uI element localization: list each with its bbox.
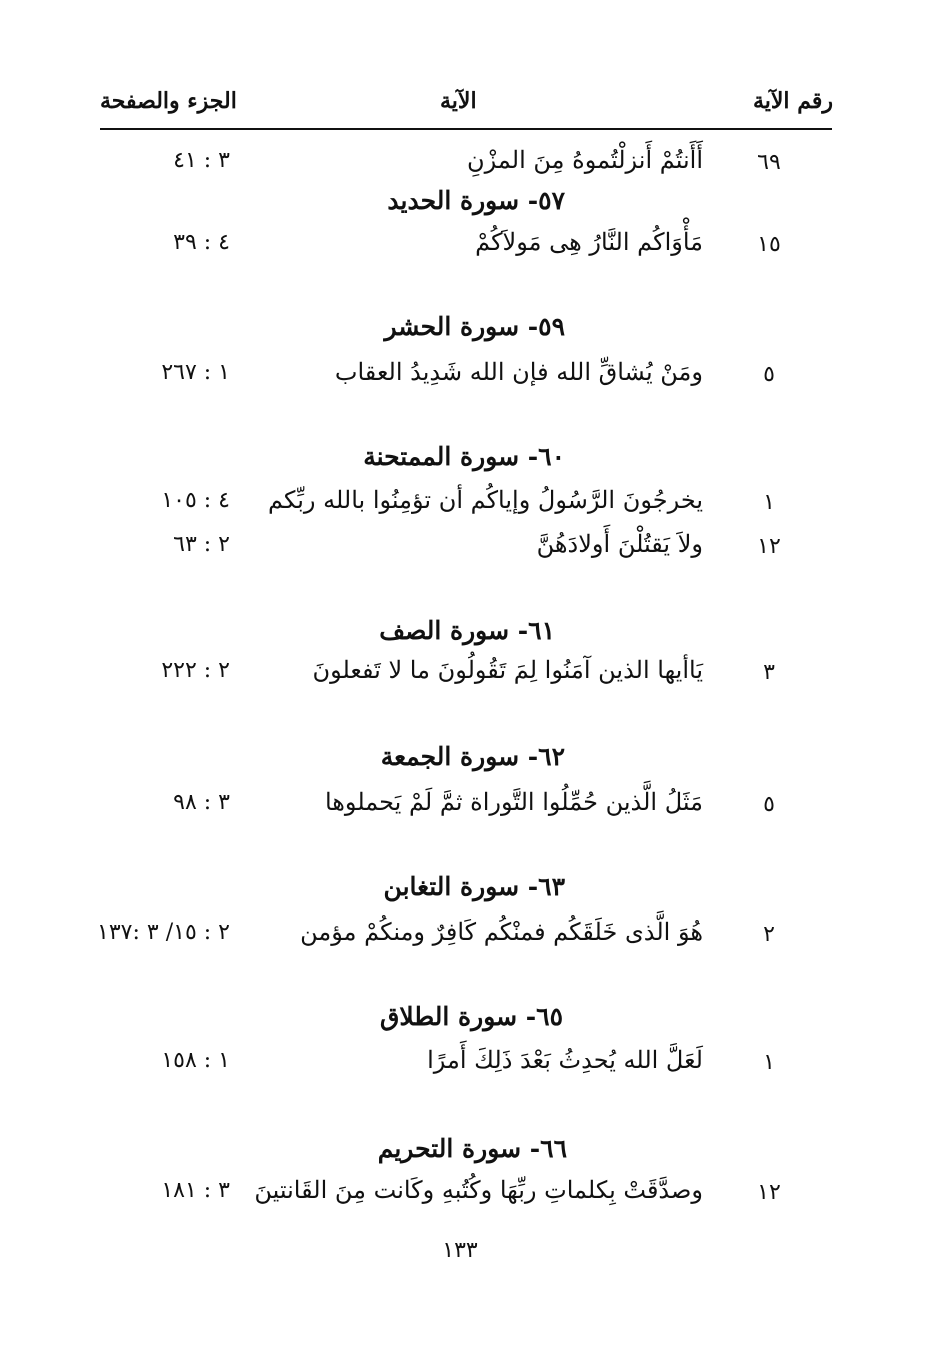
ayah-text: لَعَلَّ الله يُحدِثُ بَعْدَ ذَلِكَ أَمرًا (427, 1046, 703, 1074)
surah-heading: ٦٦- سورة التحريم (377, 1134, 567, 1163)
part-page-ref: ٣ : ٤١ (173, 148, 230, 173)
header-rule (100, 128, 832, 130)
index-row (0, 146, 925, 186)
part-page-ref: ٤ : ٣٩ (173, 230, 230, 255)
ayah-text: أَأَنتُمْ أَنزلْتُموهُ مِنَ المزْنِ (467, 146, 703, 174)
index-row (0, 1046, 925, 1086)
index-row (0, 228, 925, 268)
ayah-number: ٥ (763, 362, 775, 387)
index-row (0, 788, 925, 828)
ayah-number: ٣ (763, 660, 775, 685)
ayah-number: ٦٩ (757, 150, 781, 175)
part-page-ref: ١ : ٢٦٧ (161, 360, 230, 385)
page-number: ١٣٣ (442, 1238, 478, 1263)
ayah-number: ١ (763, 490, 775, 515)
ayah-column-header: الآية (440, 88, 477, 114)
part-page-ref: ٤ : ١٠٥ (161, 488, 230, 513)
index-row (0, 530, 925, 570)
ayah-text: وصدَّقَتْ بِكلماتِ ربِّهَا وكُتُبهِ وكَانت مِنَ القَانتينَ (254, 1176, 703, 1204)
part-page-ref: ١ : ١٥٨ (161, 1048, 230, 1073)
surah-heading: ٦٢- سورة الجمعة (380, 742, 565, 771)
ayah-text: مَأْوَاكُم النَّارُ هِى مَولاَكُمْ (475, 228, 703, 256)
index-row (0, 656, 925, 696)
index-row (0, 1176, 925, 1216)
index-row (0, 486, 925, 526)
ayah-text: يخرجُونَ الرَّسُولُ وإياكُم أن تؤمِنُوا بالله ربِّكم (267, 486, 703, 514)
part-page-ref: ٢ : ٢٢٢ (161, 658, 230, 683)
part-page-ref: ٢ : ٦٣ (173, 532, 230, 557)
surah-heading: ٦٠- سورة الممتحنة (363, 442, 565, 471)
ayah-text: هُوَ الَّذى خَلَقَكُم فمنْكُم كَافِرٌ ومنكُمْ مؤمن (300, 918, 703, 946)
surah-heading: ٦١- سورة الصف (379, 616, 555, 645)
part-page-ref: ٢ : ١٥/ ٣ :١٣٧ (97, 920, 230, 945)
surah-heading: ٥٩- سورة الحشر (384, 312, 565, 341)
ayah-text: مَثَلُ الَّذين حُمِّلُوا التَّوراة ثمَّ لَمْ يَحملوها (324, 788, 703, 816)
surah-heading: ٦٣- سورة التغابن (383, 872, 565, 901)
ayah-number: ١ (763, 1050, 775, 1075)
ayah-number: ١٥ (757, 232, 781, 257)
ayah-number-column-header: رقم الآية (752, 88, 833, 114)
ayah-number: ١٢ (757, 534, 781, 559)
index-row (0, 358, 925, 398)
part-page-ref: ٣ : ٩٨ (173, 790, 230, 815)
ayah-number: ١٢ (757, 1180, 781, 1205)
ayah-number: ٥ (763, 792, 775, 817)
part-page-column-header: الجزء والصفحة (100, 88, 237, 114)
ayah-number: ٢ (763, 922, 775, 947)
surah-heading: ٥٧- سورة الحديد (387, 186, 565, 215)
ayah-text: ولاَ يَقتُلْنَ أَولادَهُنَّ (536, 530, 703, 558)
index-row (0, 918, 925, 958)
surah-heading: ٦٥- سورة الطلاق (379, 1002, 563, 1031)
ayah-text: ومَنْ يُشاقِّ الله فإن الله شَدِيدُ العقاب (334, 358, 703, 386)
ayah-text: يَاأيها الذين آمَنُوا لِمَ تَقُولُونَ ما لا تَفعلونَ (312, 656, 703, 684)
part-page-ref: ٣ : ١٨١ (161, 1178, 230, 1203)
